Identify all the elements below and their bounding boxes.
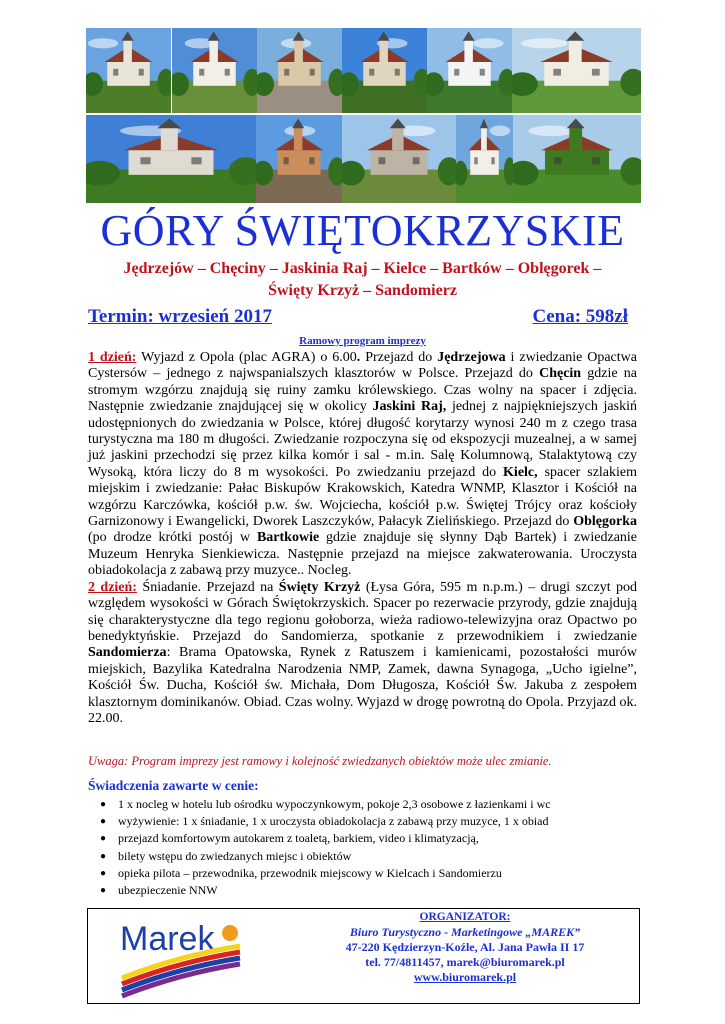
bullet-icon: ● xyxy=(100,850,107,862)
included-item xyxy=(86,830,646,847)
sandomierz-town-hall-photo xyxy=(256,115,342,203)
photo-collage xyxy=(86,28,641,203)
kielce-palace-photo xyxy=(172,28,257,113)
bullet-icon: ● xyxy=(100,816,107,828)
route-line-2: Święty Krzyż – Sandomierz xyxy=(268,282,457,299)
day-1-text: Jaskini Raj, xyxy=(372,399,447,415)
included-item-text: ubezpieczenie NNW xyxy=(118,882,218,897)
included-item xyxy=(86,865,646,882)
logo-graphic xyxy=(118,914,248,1000)
included-item xyxy=(86,813,646,830)
price: Cena: 598zł xyxy=(532,306,628,327)
day-2-text: : Brama Opatowska, Rynek z Ratuszem i kamienicami, pozostałości murów miejskich, Bazylika Katedralna Narodzenia NMP, Zamek, dawna Synagoga, „Ucho igielne”, Kościół Św. Ducha, Kościół św. Michała, Dom Długosza, Kościół Św. Jakuba z zespołem klasztornym dominikanów. Obiad. Czas wolny. Wyjazd w drogę powrotną do Opola. Przyjazd ok. 22.00. xyxy=(88,645,637,726)
day-1-text: gdzie znajduje się słynny Dąb Bartek) i zwiedzanie Muzeum Henryka Sienkiewicza. Następnie przejazd na miejsce zakwaterowania. Uroczysta obiadokolacja z zabawą przy muzyce.. Nocleg. xyxy=(88,530,638,579)
day-1-text: Jędrzejowa xyxy=(437,350,506,365)
included-item-text: 1 x nocleg w hotelu lub ośrodku wypoczynkowym, pokoje 2,3 osobowe z łazienkami i wc xyxy=(118,797,551,811)
organizer-address: 47-220 Kędzierzyn-Koźle, Al. Jana Pawła II 17 xyxy=(345,940,585,954)
day-1-text: i zwiedzanie Opactwa Cystersów – jednego z najwspanialszych klasztorów w Polsce. Przejazd do xyxy=(88,350,637,382)
swiety-krzyz-monastery-photo xyxy=(342,28,427,113)
oblegorek-museum-photo xyxy=(512,28,641,113)
bullet-icon: ● xyxy=(100,833,107,845)
included-item xyxy=(86,882,646,899)
bartkow-oak-photo xyxy=(513,115,641,203)
day-2-paragraph xyxy=(88,580,637,728)
program-heading: Ramowy program imprezy xyxy=(299,335,426,347)
town-square-photo xyxy=(257,28,342,113)
included-item-text: bilety wstępu do zwiedzanych miejsc i obiektów xyxy=(118,848,352,863)
program-note: Uwaga: Program imprezy jest ramowy i kolejność zwiedzanych obiektów może ulec zmianie. xyxy=(88,754,552,768)
spa-building-photo xyxy=(456,115,513,203)
day-1-text: . xyxy=(356,350,361,365)
included-item xyxy=(86,848,646,865)
logo-sun-dot xyxy=(222,925,238,941)
bullet-icon: ● xyxy=(100,867,107,879)
organizer-firm: Biuro Turystyczno - Marketingowe „MAREK” xyxy=(349,925,581,939)
day-1-text: Bartkowie xyxy=(256,530,320,546)
marek-logo xyxy=(118,914,248,1000)
route-line-1: Jędrzejów – Chęciny – Jaskinia Raj – Kielce – Bartków – Oblęgorek – xyxy=(123,260,602,277)
included-item-text: opieka pilota – przewodnika, przewodnik miejscowy w Kielcach i Sandomierzu xyxy=(118,865,502,880)
day-2-text: Sandomierza xyxy=(88,645,167,661)
bullet-icon: ● xyxy=(100,884,107,896)
included-item-text: wyżywienie: 1 x śniadanie, 1 x uroczysta obiadokolacja z zabawą przy muzyce, 1 x obiad xyxy=(118,814,549,829)
day-1-label: 1 dzień: xyxy=(88,350,137,365)
jedrzejow-abbey-photo xyxy=(86,28,171,113)
day-1-text: jednej z najpiękniejszych jaskiń udostępnionych do zwiedzania w Polsce, której długość korytarzy wynosi 240 m z czego trasa turystyczna ma 180 m długości. Zwiedzanie rozpoczyna się od ekspozycji muzealnej, a w samej już jaskini przechodzi się przez kilka komór i sal - m.in. Salę Kolumnową, Stalaktytową czy Wysoką, która liczy do 8 m wysokości. Po zwiedzaniu przejazd do xyxy=(88,399,637,480)
tv-tower-photo xyxy=(427,28,512,113)
chęciny-castle-photo xyxy=(86,115,256,203)
day-1-text: Przejazd do xyxy=(360,350,438,365)
panorama-photo xyxy=(342,115,456,203)
included-item xyxy=(86,796,646,813)
day-1-text: Oblęgorka xyxy=(573,514,637,530)
day-2-text: Święty Krzyż xyxy=(278,579,361,595)
day-1-text: (po drodze krótki postój w xyxy=(88,530,257,546)
day-1-text: Kielc, xyxy=(503,464,538,480)
bullet-icon: ● xyxy=(100,799,107,810)
day-1-text: Wyjazd z Opola (plac AGRA) o 6.00 xyxy=(136,350,357,365)
day-2-text: Śniadanie. Przejazd na xyxy=(136,579,279,595)
day-1-text: spacer szlakiem miejskim i zwiedzanie: Pałac Biskupów Krakowskich, Katedra WNMP, Klasztor i Kościół na wzgórzu Karczówka, kościół p.w. św. Wojciecha, kościół p.w. Świętej Trójcy oraz kościoły Garnizonowy i Ewangelicki, Dworek Laszczyków, Pałacyk Zielińskiego. Przejazd do xyxy=(88,464,638,530)
organizer-details xyxy=(300,910,630,985)
day-2-label: 2 dzień: xyxy=(88,579,137,595)
day-1-text: Chęcin xyxy=(539,366,582,382)
organizer-contact[interactable]: tel. 77/4811457, marek@biuromarek.pl xyxy=(365,955,565,969)
program xyxy=(88,350,637,727)
termin: Termin: wrzesień 2017 xyxy=(88,306,272,327)
included-list xyxy=(86,796,646,899)
page-title: GÓRY ŚWIĘTOKRZYSKIE xyxy=(100,206,625,255)
day-1-text: gdzie na stromym wzgórzu znajdują się ruiny zamku królewskiego. Czas wolny na spacer i zdjęcia. Następnie zwiedzanie znajdującej się w okolicy xyxy=(88,366,638,415)
logo-text: Marek xyxy=(120,920,215,958)
route xyxy=(60,258,665,302)
day-1-paragraph xyxy=(88,350,637,580)
organizer-label: ORGANIZATOR: xyxy=(419,911,511,923)
day-2-text: (Łysa Góra, 595 m n.p.m.) – drugi szczyt pod względem wysokości w Górach Świętokrzyskich. Spacer po rezerwacie przyrody, gdzie znajdują się charakterystyczne dla tego regionu gołoborza, wieża radiowo-telewizyjna oraz Opactwo po benedyktyńskie. Przejazd do Sandomierza, spotkanie z przewodnikiem i zwiedzanie xyxy=(88,579,638,644)
organizer-website-link[interactable]: www.biuromarek.pl xyxy=(413,970,517,984)
included-item-text: przejazd komfortowym autokarem z toaletą, barkiem, video i klimatyzacją, xyxy=(118,831,479,846)
included-heading: Świadczenia zawarte w cenie: xyxy=(88,778,259,793)
